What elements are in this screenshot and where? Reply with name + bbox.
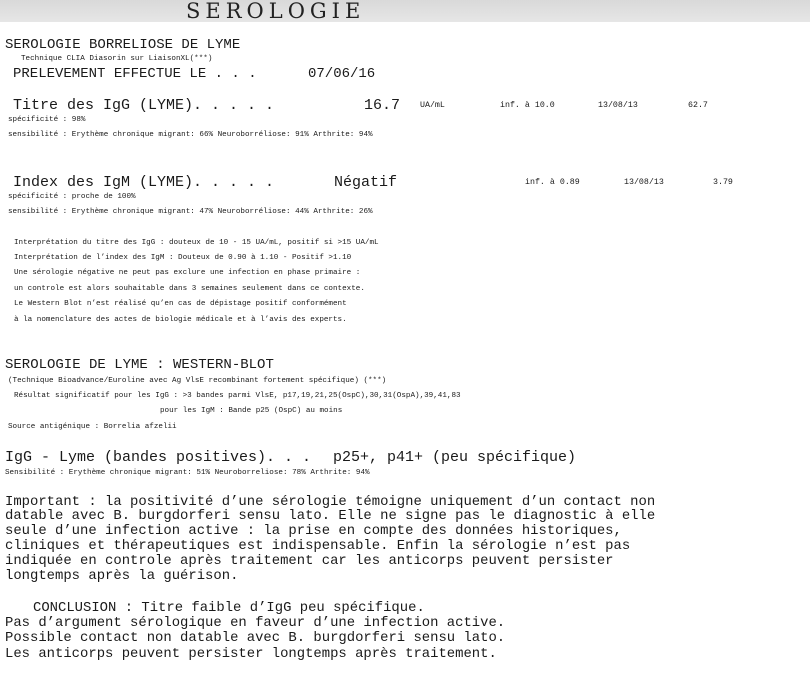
prelevement-date: 07/06/16 [308,66,376,82]
important-line: cliniques et thérapeutiques est indispensable. Enfin la sérologie n’est pas [5,538,631,554]
igm-value: Négatif [334,174,398,191]
important-line: Important : la positivité d’une sérologie témoigne uniquement d’un contact non [5,494,656,510]
western-blot-igg-label: IgG - Lyme (bandes positives). . . [5,449,312,466]
conclusion-line: Possible contact non datable avec B. burgdorferi sensu lato. [5,630,506,646]
igg-reference: inf. à 10.0 [500,101,555,110]
igm-reference: inf. à 0.89 [525,178,580,187]
igg-previous-date: 13/08/13 [598,101,638,110]
western-blot-igg-value: p25+, p41+ (peu spécifique) [333,449,577,466]
igg-value: 16.7 [364,97,401,114]
conclusion-line: Pas d’argument sérologique en faveur d’une infection active. [5,615,506,631]
interpretation-line: un controle est alors souhaitable dans 3 semaines seulement dans ce contexte. [14,285,365,293]
important-line: datable avec B. burgdorferi sensu lato. Elle ne signe pas le diagnostic à elle [5,508,656,524]
conclusion-title: CONCLUSION : Titre faible d’IgG peu spécifique. [33,600,425,616]
borreliose-technique: Technique CLIA Diasorin sur LiaisonXL(***) [21,55,213,63]
igm-sensibilite: sensibilité : Erythème chronique migrant: 47% Neuroborréliose: 44% Arthrite: 26% [8,208,373,216]
header-band [0,0,810,22]
interpretation-line: Une sérologie négative ne peut pas exclure une infection en phase primaire : [14,269,361,277]
igm-specificite: spécificité : proche de 100% [8,193,136,201]
western-blot-resultat-igm: pour les IgM : Bande p25 (OspC) au moins [160,407,343,415]
important-line: indiquée en controle après traitement car les anticorps peuvent persister [5,553,614,569]
interpretation-line: Interprétation de l’index des IgM : Douteux de 0.90 à 1.10 - Positif >1.10 [14,254,352,262]
important-line: seule d’une infection active : la prise en compte des données historiques, [5,523,622,539]
igg-specificite: spécificité : 98% [8,116,86,124]
igg-sensibilite: sensibilité : Erythème chronique migrant: 66% Neuroborréliose: 91% Arthrite: 94% [8,131,373,139]
important-line: longtemps après la guérison. [5,568,239,584]
igg-unit: UA/mL [420,101,445,110]
igm-label: Index des IgM (LYME). . . . . [13,174,275,191]
igm-previous-date: 13/08/13 [624,178,664,187]
western-blot-section-title: SEROLOGIE DE LYME : WESTERN-BLOT [5,357,274,373]
prelevement-label: PRELEVEMENT EFFECTUE LE . . . [13,66,257,82]
interpretation-line: à la nomenclature des actes de biologie médicale et à l’avis des experts. [14,316,347,324]
interpretation-line: Le Western Blot n’est réalisé qu’en cas de dépistage positif conformément [14,300,347,308]
igg-previous-value: 62.7 [688,101,708,110]
page-title: SEROLOGIE [186,0,366,23]
western-blot-resultat-igg: Résultat significatif pour les IgG : >3 bandes parmi VlsE, p17,19,21,25(OspC),30,31(OspA),39,41,83 [14,392,461,400]
interpretation-line: Interprétation du titre des IgG : douteux de 10 - 15 UA/mL, positif si >15 UA/mL [14,239,379,247]
borreliose-section-title: SEROLOGIE BORRELIOSE DE LYME [5,37,241,53]
western-blot-technique: (Technique Bioadvance/Euroline avec Ag VlsE recombinant fortement spécifique) (***) [8,377,387,385]
western-blot-source: Source antigénique : Borrelia afzelii [8,423,177,431]
western-blot-sensibilite: Sensibilité : Erythème chronique migrant: 51% Neuroborreliose: 78% Arthrite: 94% [5,469,370,477]
conclusion-line: Les anticorps peuvent persister longtemps après traitement. [5,646,497,662]
igg-label: Titre des IgG (LYME). . . . . [13,97,275,114]
igm-previous-value: 3.79 [713,178,733,187]
